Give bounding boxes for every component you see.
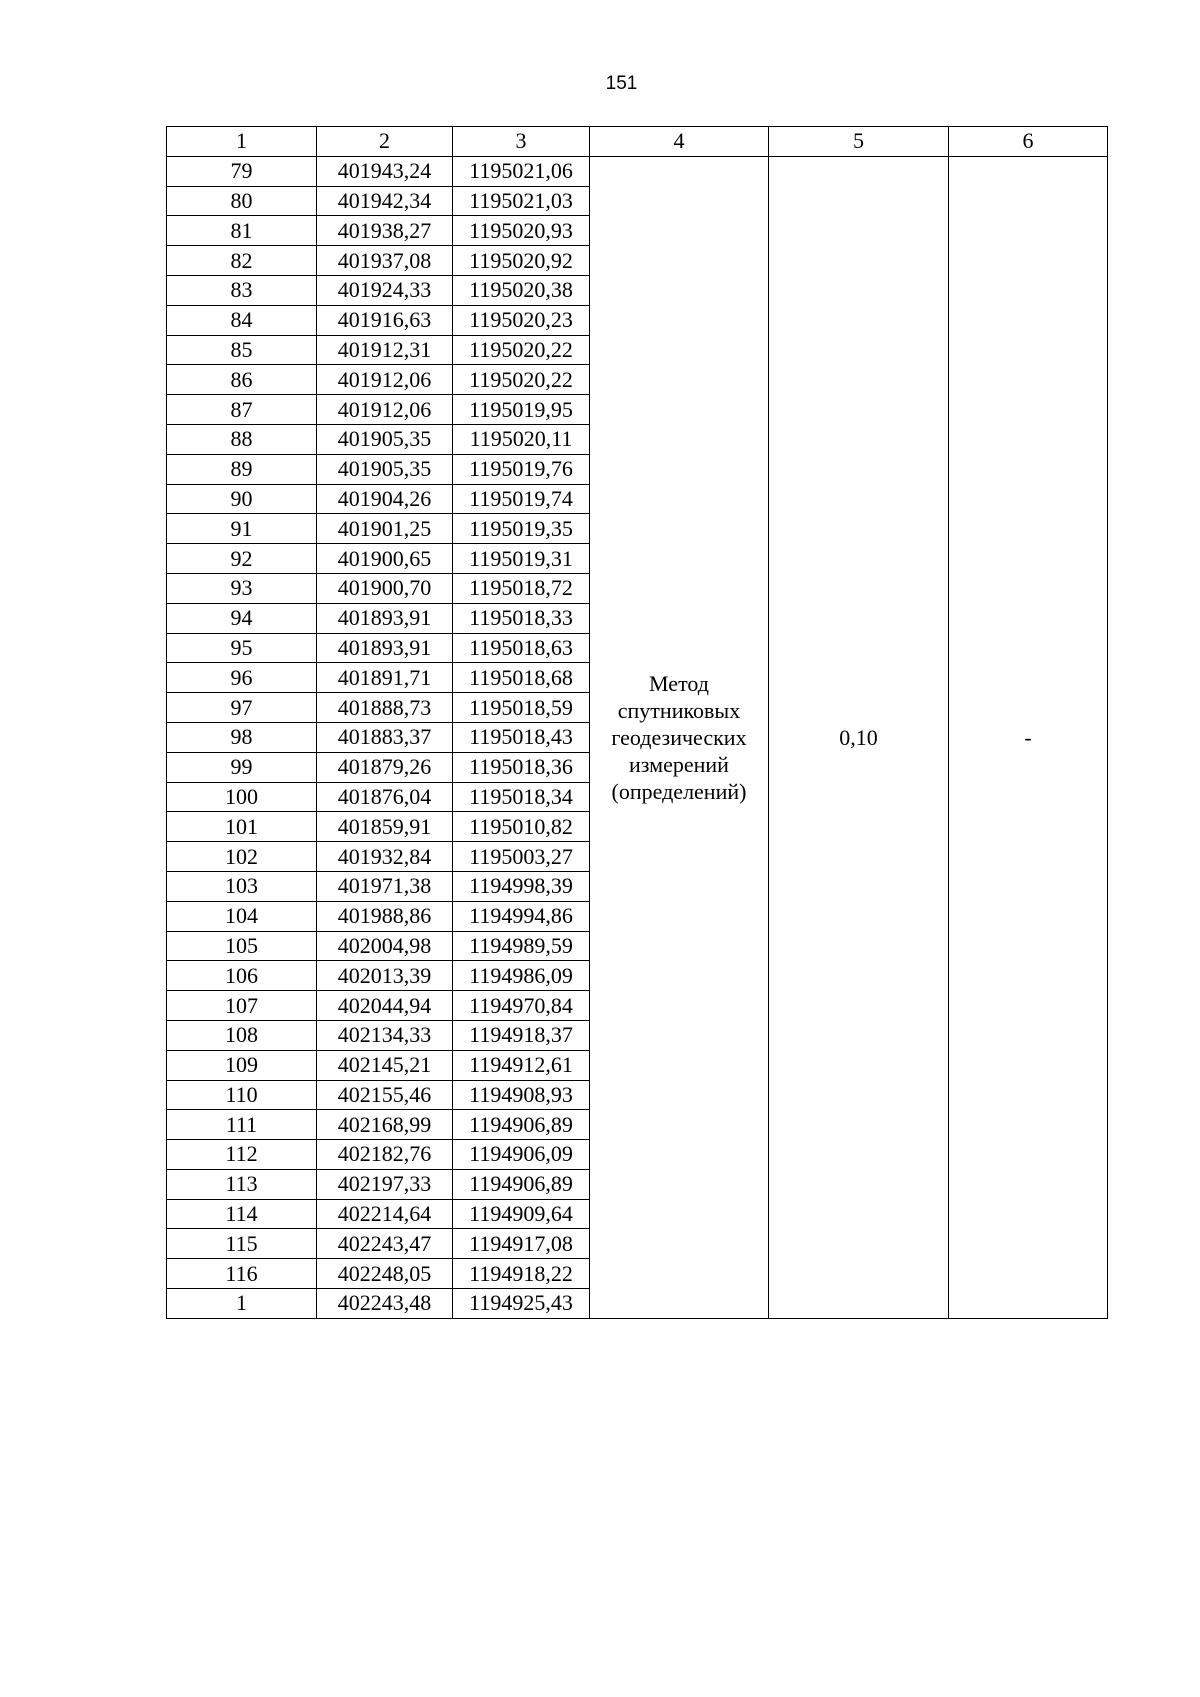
point-number-cell: 96 — [167, 663, 317, 693]
point-number-cell: 110 — [167, 1080, 317, 1110]
x-coordinate-cell: 401888,73 — [317, 693, 453, 723]
y-coordinate-cell: 1195020,22 — [453, 335, 590, 365]
y-coordinate-cell: 1195019,35 — [453, 514, 590, 544]
y-coordinate-cell: 1194918,37 — [453, 1020, 590, 1050]
x-coordinate-cell: 401938,27 — [317, 216, 453, 246]
point-number-cell: 111 — [167, 1110, 317, 1140]
y-coordinate-cell: 1194917,08 — [453, 1229, 590, 1259]
y-coordinate-cell: 1195018,33 — [453, 603, 590, 633]
x-coordinate-cell: 401901,25 — [317, 514, 453, 544]
y-coordinate-cell: 1194989,59 — [453, 931, 590, 961]
column-header: 6 — [949, 127, 1108, 157]
x-coordinate-cell: 402168,99 — [317, 1110, 453, 1140]
point-number-cell: 113 — [167, 1169, 317, 1199]
x-coordinate-cell: 401900,65 — [317, 544, 453, 574]
y-coordinate-cell: 1195018,68 — [453, 663, 590, 693]
point-number-cell: 100 — [167, 782, 317, 812]
y-coordinate-cell: 1195020,11 — [453, 424, 590, 454]
method-line: геодезических — [611, 724, 747, 750]
point-number-cell: 93 — [167, 573, 317, 603]
point-number-cell: 97 — [167, 693, 317, 723]
table-body — [167, 156, 1108, 1318]
point-number-cell: 116 — [167, 1259, 317, 1289]
y-coordinate-cell: 1194906,89 — [453, 1169, 590, 1199]
point-number-cell: 85 — [167, 335, 317, 365]
point-number-cell: 80 — [167, 186, 317, 216]
coordinates-table — [166, 126, 1108, 1319]
x-coordinate-cell: 401988,86 — [317, 901, 453, 931]
x-coordinate-cell: 402243,47 — [317, 1229, 453, 1259]
column-header: 4 — [590, 127, 769, 157]
y-coordinate-cell: 1194918,22 — [453, 1259, 590, 1289]
point-number-cell: 81 — [167, 216, 317, 246]
point-number-cell: 112 — [167, 1140, 317, 1170]
y-coordinate-cell: 1195019,74 — [453, 484, 590, 514]
point-number-cell: 109 — [167, 1050, 317, 1080]
accuracy-cell: 0,10 — [769, 156, 949, 1318]
y-coordinate-cell: 1195020,22 — [453, 365, 590, 395]
x-coordinate-cell: 402145,21 — [317, 1050, 453, 1080]
y-coordinate-cell: 1194908,93 — [453, 1080, 590, 1110]
y-coordinate-cell: 1195021,06 — [453, 156, 590, 186]
y-coordinate-cell: 1195020,92 — [453, 246, 590, 276]
x-coordinate-cell: 401879,26 — [317, 752, 453, 782]
x-coordinate-cell: 401937,08 — [317, 246, 453, 276]
x-coordinate-cell: 401905,35 — [317, 454, 453, 484]
x-coordinate-cell: 402155,46 — [317, 1080, 453, 1110]
point-number-cell: 83 — [167, 275, 317, 305]
y-coordinate-cell: 1194994,86 — [453, 901, 590, 931]
point-number-cell: 105 — [167, 931, 317, 961]
point-number-cell: 94 — [167, 603, 317, 633]
point-number-cell: 87 — [167, 395, 317, 425]
y-coordinate-cell: 1195020,23 — [453, 305, 590, 335]
point-number-cell: 99 — [167, 752, 317, 782]
column-header: 1 — [167, 127, 317, 157]
point-number-cell: 106 — [167, 961, 317, 991]
method-line: (определений) — [611, 778, 747, 804]
x-coordinate-cell: 401932,84 — [317, 842, 453, 872]
point-number-cell: 82 — [167, 246, 317, 276]
x-coordinate-cell: 402243,48 — [317, 1289, 453, 1319]
x-coordinate-cell: 401942,34 — [317, 186, 453, 216]
method-line: спутниковых — [617, 697, 741, 723]
x-coordinate-cell: 402214,64 — [317, 1199, 453, 1229]
x-coordinate-cell: 401971,38 — [317, 871, 453, 901]
table-row — [167, 156, 1108, 186]
point-number-cell: 1 — [167, 1289, 317, 1319]
y-coordinate-cell: 1195010,82 — [453, 812, 590, 842]
point-number-cell: 91 — [167, 514, 317, 544]
point-number-cell: 115 — [167, 1229, 317, 1259]
x-coordinate-cell: 401883,37 — [317, 722, 453, 752]
point-number-cell: 98 — [167, 722, 317, 752]
x-coordinate-cell: 401876,04 — [317, 782, 453, 812]
x-coordinate-cell: 401893,91 — [317, 603, 453, 633]
y-coordinate-cell: 1195019,76 — [453, 454, 590, 484]
table-header-row — [167, 127, 1108, 157]
page-number: 151 — [605, 73, 638, 94]
y-coordinate-cell: 1194909,64 — [453, 1199, 590, 1229]
x-coordinate-cell: 402248,05 — [317, 1259, 453, 1289]
y-coordinate-cell: 1195018,43 — [453, 722, 590, 752]
y-coordinate-cell: 1195020,93 — [453, 216, 590, 246]
point-number-cell: 92 — [167, 544, 317, 574]
point-number-cell: 104 — [167, 901, 317, 931]
x-coordinate-cell: 401893,91 — [317, 633, 453, 663]
x-coordinate-cell: 402004,98 — [317, 931, 453, 961]
x-coordinate-cell: 401924,33 — [317, 275, 453, 305]
point-number-cell: 90 — [167, 484, 317, 514]
point-number-cell: 86 — [167, 365, 317, 395]
method-line: измерений — [629, 751, 729, 777]
point-number-cell: 102 — [167, 842, 317, 872]
y-coordinate-cell: 1195021,03 — [453, 186, 590, 216]
y-coordinate-cell: 1194912,61 — [453, 1050, 590, 1080]
y-coordinate-cell: 1194986,09 — [453, 961, 590, 991]
x-coordinate-cell: 402182,76 — [317, 1140, 453, 1170]
method-cell — [590, 156, 769, 1318]
y-coordinate-cell: 1194998,39 — [453, 871, 590, 901]
y-coordinate-cell: 1194925,43 — [453, 1289, 590, 1319]
method-line: Метод — [649, 670, 709, 696]
point-number-cell: 88 — [167, 424, 317, 454]
y-coordinate-cell: 1195003,27 — [453, 842, 590, 872]
x-coordinate-cell: 401916,63 — [317, 305, 453, 335]
x-coordinate-cell: 401912,06 — [317, 395, 453, 425]
x-coordinate-cell: 402013,39 — [317, 961, 453, 991]
point-number-cell: 79 — [167, 156, 317, 186]
y-coordinate-cell: 1195020,38 — [453, 275, 590, 305]
point-number-cell: 114 — [167, 1199, 317, 1229]
y-coordinate-cell: 1195018,59 — [453, 693, 590, 723]
y-coordinate-cell: 1195018,36 — [453, 752, 590, 782]
point-number-cell: 89 — [167, 454, 317, 484]
y-coordinate-cell: 1194970,84 — [453, 991, 590, 1021]
column-header: 5 — [769, 127, 949, 157]
point-number-cell: 101 — [167, 812, 317, 842]
x-coordinate-cell: 401905,35 — [317, 424, 453, 454]
point-number-cell: 103 — [167, 871, 317, 901]
point-number-cell: 107 — [167, 991, 317, 1021]
x-coordinate-cell: 401904,26 — [317, 484, 453, 514]
y-coordinate-cell: 1195019,95 — [453, 395, 590, 425]
column-header: 2 — [317, 127, 453, 157]
point-number-cell: 95 — [167, 633, 317, 663]
x-coordinate-cell: 401912,31 — [317, 335, 453, 365]
x-coordinate-cell: 401912,06 — [317, 365, 453, 395]
x-coordinate-cell: 401943,24 — [317, 156, 453, 186]
x-coordinate-cell: 401900,70 — [317, 573, 453, 603]
x-coordinate-cell: 401891,71 — [317, 663, 453, 693]
column-header: 3 — [453, 127, 590, 157]
x-coordinate-cell: 402134,33 — [317, 1020, 453, 1050]
point-number-cell: 108 — [167, 1020, 317, 1050]
y-coordinate-cell: 1195018,34 — [453, 782, 590, 812]
column6-cell: - — [949, 156, 1108, 1318]
x-coordinate-cell: 402197,33 — [317, 1169, 453, 1199]
y-coordinate-cell: 1195018,72 — [453, 573, 590, 603]
y-coordinate-cell: 1195018,63 — [453, 633, 590, 663]
y-coordinate-cell: 1195019,31 — [453, 544, 590, 574]
y-coordinate-cell: 1194906,89 — [453, 1110, 590, 1140]
point-number-cell: 84 — [167, 305, 317, 335]
x-coordinate-cell: 401859,91 — [317, 812, 453, 842]
x-coordinate-cell: 402044,94 — [317, 991, 453, 1021]
y-coordinate-cell: 1194906,09 — [453, 1140, 590, 1170]
